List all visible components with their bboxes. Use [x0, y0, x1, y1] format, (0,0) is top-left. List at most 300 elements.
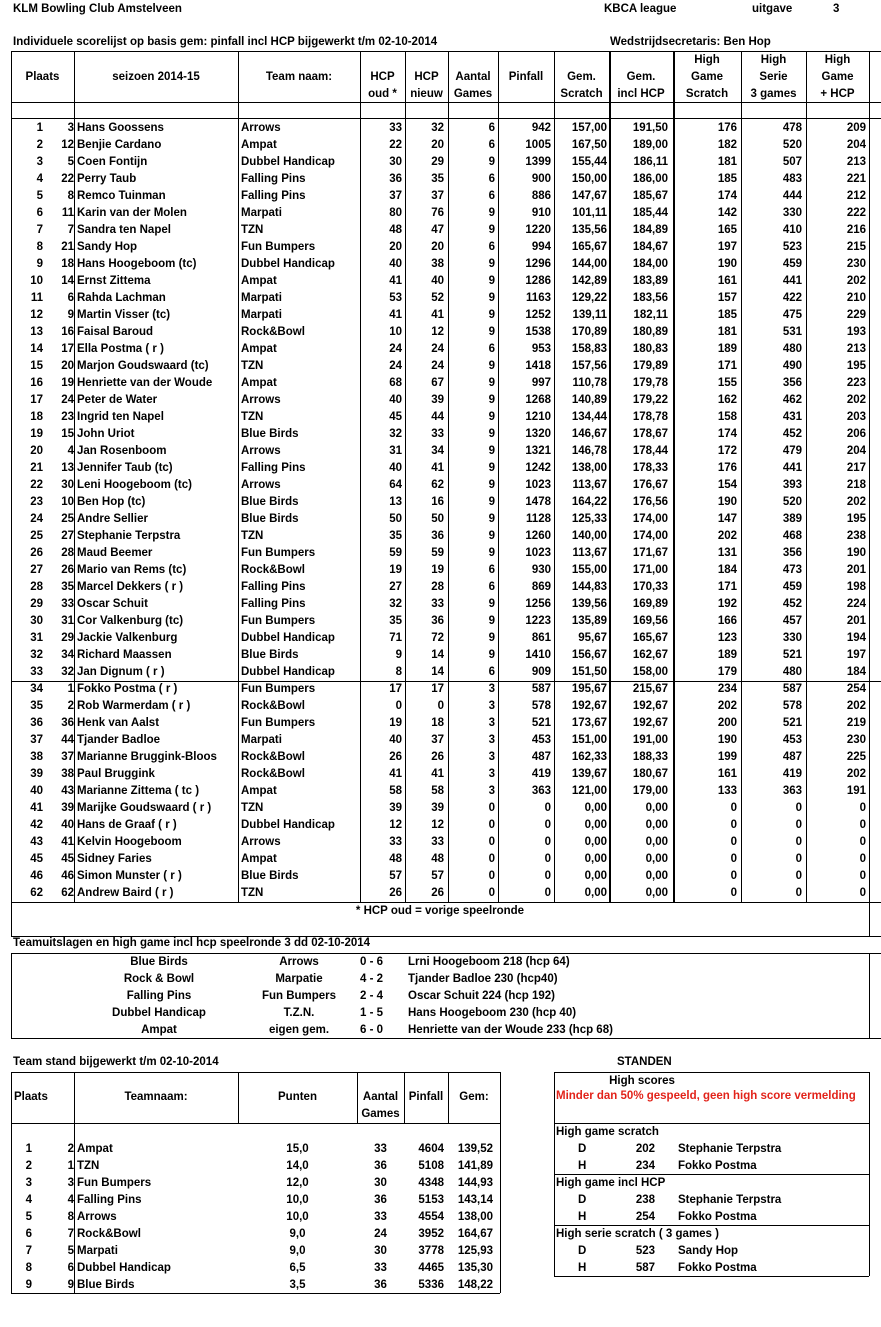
player-name-cell: Benjie Cardano — [77, 139, 162, 151]
highscores-title: STANDEN — [617, 1056, 672, 1068]
high-series-cell: 419 — [782, 768, 802, 780]
high-game-hcp-cell: 201 — [846, 615, 866, 627]
high-series-cell: 479 — [782, 445, 802, 457]
prev-rank-cell: 31 — [61, 615, 74, 627]
result-row — [0, 954, 881, 971]
prev-rank-cell: 7 — [67, 1228, 74, 1240]
rank-cell: 29 — [30, 598, 43, 610]
hcp-new-cell: 58 — [431, 785, 444, 797]
high-game-cell: 171 — [717, 360, 737, 372]
col-hs-2: Serie — [759, 71, 788, 83]
rank-cell: 3 — [25, 1177, 32, 1189]
rank-cell: 16 — [30, 377, 43, 389]
player-name-cell: Jennifer Taub (tc) — [77, 462, 173, 474]
games-cell: 36 — [374, 1279, 387, 1291]
team-cell: Marpati — [241, 309, 282, 321]
high-game-cell: 181 — [717, 326, 737, 338]
high-series-cell: 452 — [782, 598, 802, 610]
name-cell: Fokko Postma — [678, 1211, 757, 1223]
hcp-old-cell: 59 — [389, 547, 402, 559]
prev-rank-cell: 4 — [67, 1194, 74, 1206]
hcp-old-cell: 30 — [389, 156, 402, 168]
pinfall-cell: 0 — [544, 819, 551, 831]
highscore-row — [0, 1260, 881, 1277]
high-game-hcp-cell: 254 — [846, 683, 866, 695]
edition-label: uitgave — [752, 3, 793, 15]
high-game-hcp-cell: 230 — [846, 734, 866, 746]
high-series-cell: 330 — [782, 207, 802, 219]
player-name-cell: Richard Maassen — [77, 649, 172, 661]
avg-cell: 139,52 — [457, 1143, 493, 1155]
pinfall-cell: 1418 — [525, 360, 551, 372]
team-cell: Fun Bumpers — [77, 1177, 152, 1189]
hcp-old-cell: 53 — [389, 292, 402, 304]
prev-rank-cell: 35 — [61, 581, 74, 593]
high-game-cell: 165 — [717, 224, 737, 236]
avg-scratch-cell: 165,67 — [571, 241, 607, 253]
team-cell: Ampat — [241, 343, 277, 355]
prev-rank-cell: 6 — [67, 1262, 74, 1274]
high-series-cell: 473 — [782, 564, 802, 576]
team-cell: Blue Birds — [241, 649, 299, 661]
avg-scratch-cell: 0,00 — [584, 887, 607, 899]
rank-cell: 15 — [30, 360, 43, 372]
prev-rank-cell: 38 — [61, 768, 74, 780]
rank-cell: 37 — [30, 734, 43, 746]
games-cell: 9 — [488, 275, 495, 287]
high-series-cell: 459 — [782, 581, 802, 593]
hcp-new-cell: 33 — [431, 598, 444, 610]
team-cell: Marpati — [241, 207, 282, 219]
table-row — [0, 307, 881, 324]
high-series-cell: 523 — [782, 241, 802, 253]
games-cell: 9 — [488, 496, 495, 508]
high-game-cell: 161 — [717, 768, 737, 780]
avg-scratch-cell: 195,67 — [571, 683, 607, 695]
rank-cell: 30 — [30, 615, 43, 627]
hcp-new-cell: 14 — [431, 649, 444, 661]
player-name-cell: Faisal Baroud — [77, 326, 154, 338]
highscore-row — [0, 1192, 881, 1209]
games-cell: 0 — [488, 802, 495, 814]
hcp-old-cell: 71 — [389, 632, 402, 644]
high-game-hcp-cell: 0 — [859, 853, 866, 865]
player-name-cell: Andre Sellier — [77, 513, 148, 525]
highscore-section-title — [0, 1175, 881, 1192]
rank-cell: 17 — [30, 394, 43, 406]
player-name-cell: Henriette van der Woude — [77, 377, 213, 389]
games-cell: 9 — [488, 207, 495, 219]
games-cell: 9 — [488, 360, 495, 372]
high-game-cell: 202 — [717, 530, 737, 542]
player-name-cell: Marjon Goudswaard (tc) — [77, 360, 209, 372]
rank-cell: 4 — [25, 1194, 32, 1206]
hcp-old-cell: 33 — [389, 836, 402, 848]
highscores-warning: Minder dan 50% gespeeld, geen high score vermelding — [556, 1090, 856, 1102]
high-series-cell: 431 — [782, 411, 802, 423]
team-cell: Ampat — [77, 1143, 113, 1155]
avg-hcp-cell: 169,56 — [632, 615, 668, 627]
high-game-cell: 142 — [717, 207, 737, 219]
score-cell: 523 — [635, 1245, 655, 1257]
team-cell: Blue Birds — [77, 1279, 135, 1291]
hcp-old-cell: 40 — [389, 462, 402, 474]
high-game-cell: 162 — [717, 394, 737, 406]
table-row — [0, 545, 881, 562]
pinfall-cell: 4554 — [418, 1211, 444, 1223]
table-row — [0, 137, 881, 154]
avg-scratch-cell: 0,00 — [584, 819, 607, 831]
games-cell: 9 — [488, 598, 495, 610]
rank-cell: 5 — [25, 1211, 32, 1223]
rank-cell: 27 — [30, 564, 43, 576]
hcp-new-cell: 16 — [431, 496, 444, 508]
high-game-cell: 0 — [730, 887, 737, 899]
table-row — [0, 630, 881, 647]
team-cell: TZN — [241, 802, 264, 814]
highscore-section-title — [0, 1226, 881, 1243]
hcp-old-cell: 12 — [389, 819, 402, 831]
avg-scratch-cell: 157,00 — [571, 122, 607, 134]
high-game-hcp-cell: 190 — [846, 547, 866, 559]
team-cell: Arrows — [241, 122, 281, 134]
games-cell: 9 — [488, 411, 495, 423]
table-row — [0, 817, 881, 834]
high-game-hcp-cell: 206 — [846, 428, 866, 440]
team-cell: Fun Bumpers — [241, 683, 316, 695]
avg-hcp-cell: 191,00 — [632, 734, 668, 746]
pinfall-cell: 1023 — [525, 479, 551, 491]
avg-scratch-cell: 144,00 — [571, 258, 607, 270]
hcp-new-cell: 34 — [431, 445, 444, 457]
games-cell: 3 — [488, 785, 495, 797]
avg-hcp-cell: 169,89 — [632, 598, 668, 610]
high-series-cell: 0 — [795, 870, 802, 882]
hcp-new-cell: 39 — [431, 802, 444, 814]
team-cell: Falling Pins — [241, 581, 306, 593]
gender-cell: D — [578, 1143, 587, 1155]
avg-scratch-cell: 162,33 — [571, 751, 607, 763]
team-cell: Dubbel Handicap — [241, 156, 335, 168]
avg-scratch-cell: 140,00 — [571, 530, 607, 542]
prev-rank-cell: 5 — [67, 156, 74, 168]
prev-rank-cell: 6 — [67, 292, 74, 304]
table-row — [0, 409, 881, 426]
player-name-cell: Sandra ten Napel — [77, 224, 171, 236]
high-game-cell: 0 — [730, 802, 737, 814]
player-name-cell: Jackie Valkenburg — [77, 632, 178, 644]
team-cell: Arrows — [241, 394, 281, 406]
games-cell: 9 — [488, 258, 495, 270]
high-game-cell: 197 — [717, 241, 737, 253]
hcp-new-cell: 41 — [431, 768, 444, 780]
score-cell: 202 — [635, 1143, 655, 1155]
high-game-hcp-cell: 204 — [846, 445, 866, 457]
high-game-hcp-cell: 223 — [846, 377, 866, 389]
prev-rank-cell: 18 — [61, 258, 74, 270]
hcp-old-cell: 27 — [389, 581, 402, 593]
hcp-new-cell: 37 — [431, 190, 444, 202]
hcp-old-cell: 41 — [389, 275, 402, 287]
pinfall-cell: 930 — [531, 564, 551, 576]
team-cell: Ampat — [241, 785, 277, 797]
prev-rank-cell: 62 — [61, 887, 74, 899]
high-series-cell: 521 — [782, 717, 802, 729]
col-hg-scratch-1: High — [694, 54, 720, 66]
away-team: Marpatie — [275, 973, 323, 985]
avg-hcp-cell: 182,11 — [633, 309, 668, 321]
player-name-cell: Sandy Hop — [77, 241, 138, 253]
pinfall-cell: 1296 — [525, 258, 551, 270]
hcp-new-cell: 41 — [431, 462, 444, 474]
high-game-cell: 176 — [717, 462, 737, 474]
high-series-cell: 422 — [782, 292, 802, 304]
hcp-new-cell: 36 — [431, 615, 444, 627]
hcp-new-cell: 59 — [431, 547, 444, 559]
high-game-cell: 0 — [730, 853, 737, 865]
hcp-old-cell: 8 — [395, 666, 402, 678]
rank-cell: 23 — [30, 496, 43, 508]
high-game-hcp-cell: 225 — [846, 751, 866, 763]
home-team: Dubbel Handicap — [112, 1007, 206, 1019]
hcp-new-cell: 28 — [431, 581, 444, 593]
high-game-hcp-cell: 218 — [846, 479, 866, 491]
avg-hcp-cell: 191,50 — [632, 122, 668, 134]
pinfall-cell: 1220 — [525, 224, 551, 236]
highscores-subtitle: High scores — [609, 1075, 675, 1087]
team-cell: Rock&Bowl — [241, 326, 305, 338]
pinfall-cell: 1242 — [525, 462, 551, 474]
highscore-row — [0, 1243, 881, 1260]
high-game-cell: 181 — [717, 156, 737, 168]
hcp-new-cell: 19 — [431, 564, 444, 576]
team-cell: Fun Bumpers — [241, 615, 316, 627]
col-plaats: Plaats — [25, 71, 60, 83]
st-col-games-1: Aantal — [362, 1091, 399, 1103]
col-hcp-old-1: HCP — [370, 71, 395, 83]
hcp-new-cell: 39 — [431, 394, 444, 406]
high-series-cell: 490 — [782, 360, 802, 372]
prev-rank-cell: 1 — [67, 1160, 74, 1172]
games-cell: 9 — [488, 445, 495, 457]
team-cell: Dubbel Handicap — [241, 666, 335, 678]
col-avg-scratch-2: Scratch — [560, 88, 603, 100]
avg-scratch-cell: 135,56 — [571, 224, 607, 236]
avg-hcp-cell: 0,00 — [645, 853, 668, 865]
high-game-hcp-cell: 216 — [846, 224, 866, 236]
hcp-old-cell: 50 — [389, 513, 402, 525]
standings-row — [0, 1277, 881, 1294]
high-game-hcp-cell: 230 — [846, 258, 866, 270]
hcp-old-cell: 13 — [389, 496, 402, 508]
avg-scratch-cell: 146,78 — [571, 445, 607, 457]
high-game-cell: 154 — [717, 479, 737, 491]
player-name-cell: Mario van Rems (tc) — [77, 564, 187, 576]
avg-scratch-cell: 155,44 — [571, 156, 607, 168]
team-cell: TZN — [241, 411, 264, 423]
pinfall-cell: 4465 — [418, 1262, 444, 1274]
points-cell: 15,0 — [286, 1143, 309, 1155]
avg-cell: 141,89 — [457, 1160, 493, 1172]
games-cell: 9 — [488, 513, 495, 525]
high-game-cell: 184 — [717, 564, 737, 576]
high-game-hcp-cell: 224 — [846, 598, 866, 610]
hcp-new-cell: 17 — [431, 683, 444, 695]
prev-rank-cell: 20 — [61, 360, 74, 372]
col-avg-scratch-1: Gem. — [567, 71, 596, 83]
player-name-cell: Jan Dignum ( r ) — [77, 666, 165, 678]
high-game-hcp-cell: 213 — [846, 156, 866, 168]
avg-scratch-cell: 155,00 — [571, 564, 607, 576]
player-name-cell: Coen Fontijn — [77, 156, 148, 168]
prev-rank-cell: 28 — [61, 547, 74, 559]
prev-rank-cell: 3 — [67, 1177, 74, 1189]
prev-rank-cell: 45 — [61, 853, 74, 865]
hcp-old-cell: 32 — [389, 428, 402, 440]
avg-scratch-cell: 140,89 — [571, 394, 607, 406]
high-series-cell: 520 — [782, 139, 802, 151]
high-series-cell: 410 — [782, 224, 802, 236]
avg-scratch-cell: 167,50 — [571, 139, 607, 151]
rank-cell: 46 — [30, 870, 43, 882]
hcp-old-cell: 40 — [389, 734, 402, 746]
high-series-cell: 0 — [795, 853, 802, 865]
rank-cell: 24 — [30, 513, 43, 525]
avg-hcp-cell: 180,67 — [632, 768, 668, 780]
team-cell: Arrows — [241, 445, 281, 457]
points-cell: 14,0 — [286, 1160, 309, 1172]
score-cell: 234 — [635, 1160, 655, 1172]
high-game-hcp-cell: 217 — [846, 462, 866, 474]
hcp-new-cell: 24 — [431, 360, 444, 372]
hcp-old-cell: 24 — [389, 343, 402, 355]
table-row — [0, 443, 881, 460]
table-row — [0, 579, 881, 596]
rank-cell: 9 — [36, 258, 43, 270]
hcp-old-cell: 45 — [389, 411, 402, 423]
high-series-cell: 462 — [782, 394, 802, 406]
hcp-new-cell: 29 — [431, 156, 444, 168]
prev-rank-cell: 10 — [61, 496, 74, 508]
team-cell: TZN — [241, 887, 264, 899]
pinfall-cell: 363 — [531, 785, 551, 797]
rank-cell: 6 — [25, 1228, 32, 1240]
high-game-hcp-cell: 201 — [846, 564, 866, 576]
pinfall-cell: 0 — [544, 870, 551, 882]
rank-cell: 62 — [30, 887, 43, 899]
player-name-cell: Hans Hoogeboom (tc) — [77, 258, 197, 270]
pinfall-cell: 453 — [531, 734, 551, 746]
avg-scratch-cell: 139,67 — [571, 768, 607, 780]
avg-cell: 143,14 — [457, 1194, 493, 1206]
points-cell: 10,0 — [286, 1211, 309, 1223]
high-game-hcp-cell: 195 — [846, 513, 866, 525]
prev-rank-cell: 8 — [67, 190, 74, 202]
name-cell: Fokko Postma — [678, 1262, 757, 1274]
table-row — [0, 273, 881, 290]
pinfall-cell: 1268 — [525, 394, 551, 406]
pinfall-cell: 886 — [531, 190, 551, 202]
prev-rank-cell: 2 — [67, 1143, 74, 1155]
team-cell: Fun Bumpers — [241, 547, 316, 559]
high-game-cell: 192 — [717, 598, 737, 610]
player-name-cell: Ernst Zittema — [77, 275, 151, 287]
hcp-new-cell: 33 — [431, 428, 444, 440]
edition-number: 3 — [833, 3, 840, 15]
prev-rank-cell: 43 — [61, 785, 74, 797]
team-cell: Blue Birds — [241, 870, 299, 882]
hcp-new-cell: 72 — [431, 632, 444, 644]
avg-hcp-cell: 174,00 — [632, 530, 668, 542]
avg-scratch-cell: 156,67 — [571, 649, 607, 661]
high-game-cell: 171 — [717, 581, 737, 593]
player-name-cell: Remco Tuinman — [77, 190, 166, 202]
player-name-cell: Jan Rosenboom — [77, 445, 167, 457]
hcp-new-cell: 52 — [431, 292, 444, 304]
hcp-old-cell: 26 — [389, 751, 402, 763]
pinfall-cell: 521 — [531, 717, 551, 729]
team-cell: Dubbel Handicap — [241, 258, 335, 270]
hcp-new-cell: 20 — [431, 139, 444, 151]
hcp-new-cell: 18 — [431, 717, 444, 729]
high-game-cell: 190 — [717, 734, 737, 746]
high-game-cell: 200 — [717, 717, 737, 729]
player-name-cell: Rob Warmerdam ( r ) — [77, 700, 191, 712]
table-row — [0, 358, 881, 375]
player-name-cell: Martin Visser (tc) — [77, 309, 171, 321]
hcp-old-cell: 35 — [389, 530, 402, 542]
rank-cell: 31 — [30, 632, 43, 644]
avg-scratch-cell: 134,44 — [571, 411, 607, 423]
rank-cell: 39 — [30, 768, 43, 780]
games-cell: 9 — [488, 479, 495, 491]
hcp-new-cell: 26 — [431, 751, 444, 763]
rank-cell: 8 — [36, 241, 43, 253]
pinfall-cell: 0 — [544, 802, 551, 814]
high-game-cell: 179 — [717, 666, 737, 678]
footnote: * HCP oud = vorige speelronde — [355, 905, 525, 917]
col-season: seizoen 2014-15 — [112, 71, 200, 83]
avg-cell: 144,93 — [457, 1177, 493, 1189]
points-cell: 6,5 — [289, 1262, 306, 1274]
high-game-cell: 155 — [717, 377, 737, 389]
high-game-cell: 172 — [717, 445, 737, 457]
pinfall-cell: 900 — [531, 173, 551, 185]
club-title: KLM Bowling Club Amstelveen — [13, 3, 182, 15]
away-team: Fun Bumpers — [261, 990, 337, 1002]
prev-rank-cell: 39 — [61, 802, 74, 814]
games-cell: 30 — [374, 1177, 387, 1189]
high-series-cell: 444 — [782, 190, 802, 202]
avg-hcp-cell: 158,00 — [632, 666, 668, 678]
player-name-cell: Karin van der Molen — [77, 207, 187, 219]
rank-cell: 33 — [30, 666, 43, 678]
table-row — [0, 562, 881, 579]
team-cell: Falling Pins — [77, 1194, 142, 1206]
player-name-cell: Leni Hoogeboom (tc) — [77, 479, 192, 491]
rank-cell: 1 — [36, 122, 43, 134]
prev-rank-cell: 1 — [67, 683, 74, 695]
avg-scratch-cell: 146,67 — [571, 428, 607, 440]
table-row — [0, 460, 881, 477]
pinfall-cell: 1320 — [525, 428, 551, 440]
player-name-cell: Peter de Water — [77, 394, 158, 406]
high-series-cell: 459 — [782, 258, 802, 270]
pinfall-cell: 1163 — [526, 292, 551, 304]
match-score: 0 - 6 — [360, 956, 384, 968]
rank-cell: 45 — [30, 853, 43, 865]
table-row — [0, 477, 881, 494]
